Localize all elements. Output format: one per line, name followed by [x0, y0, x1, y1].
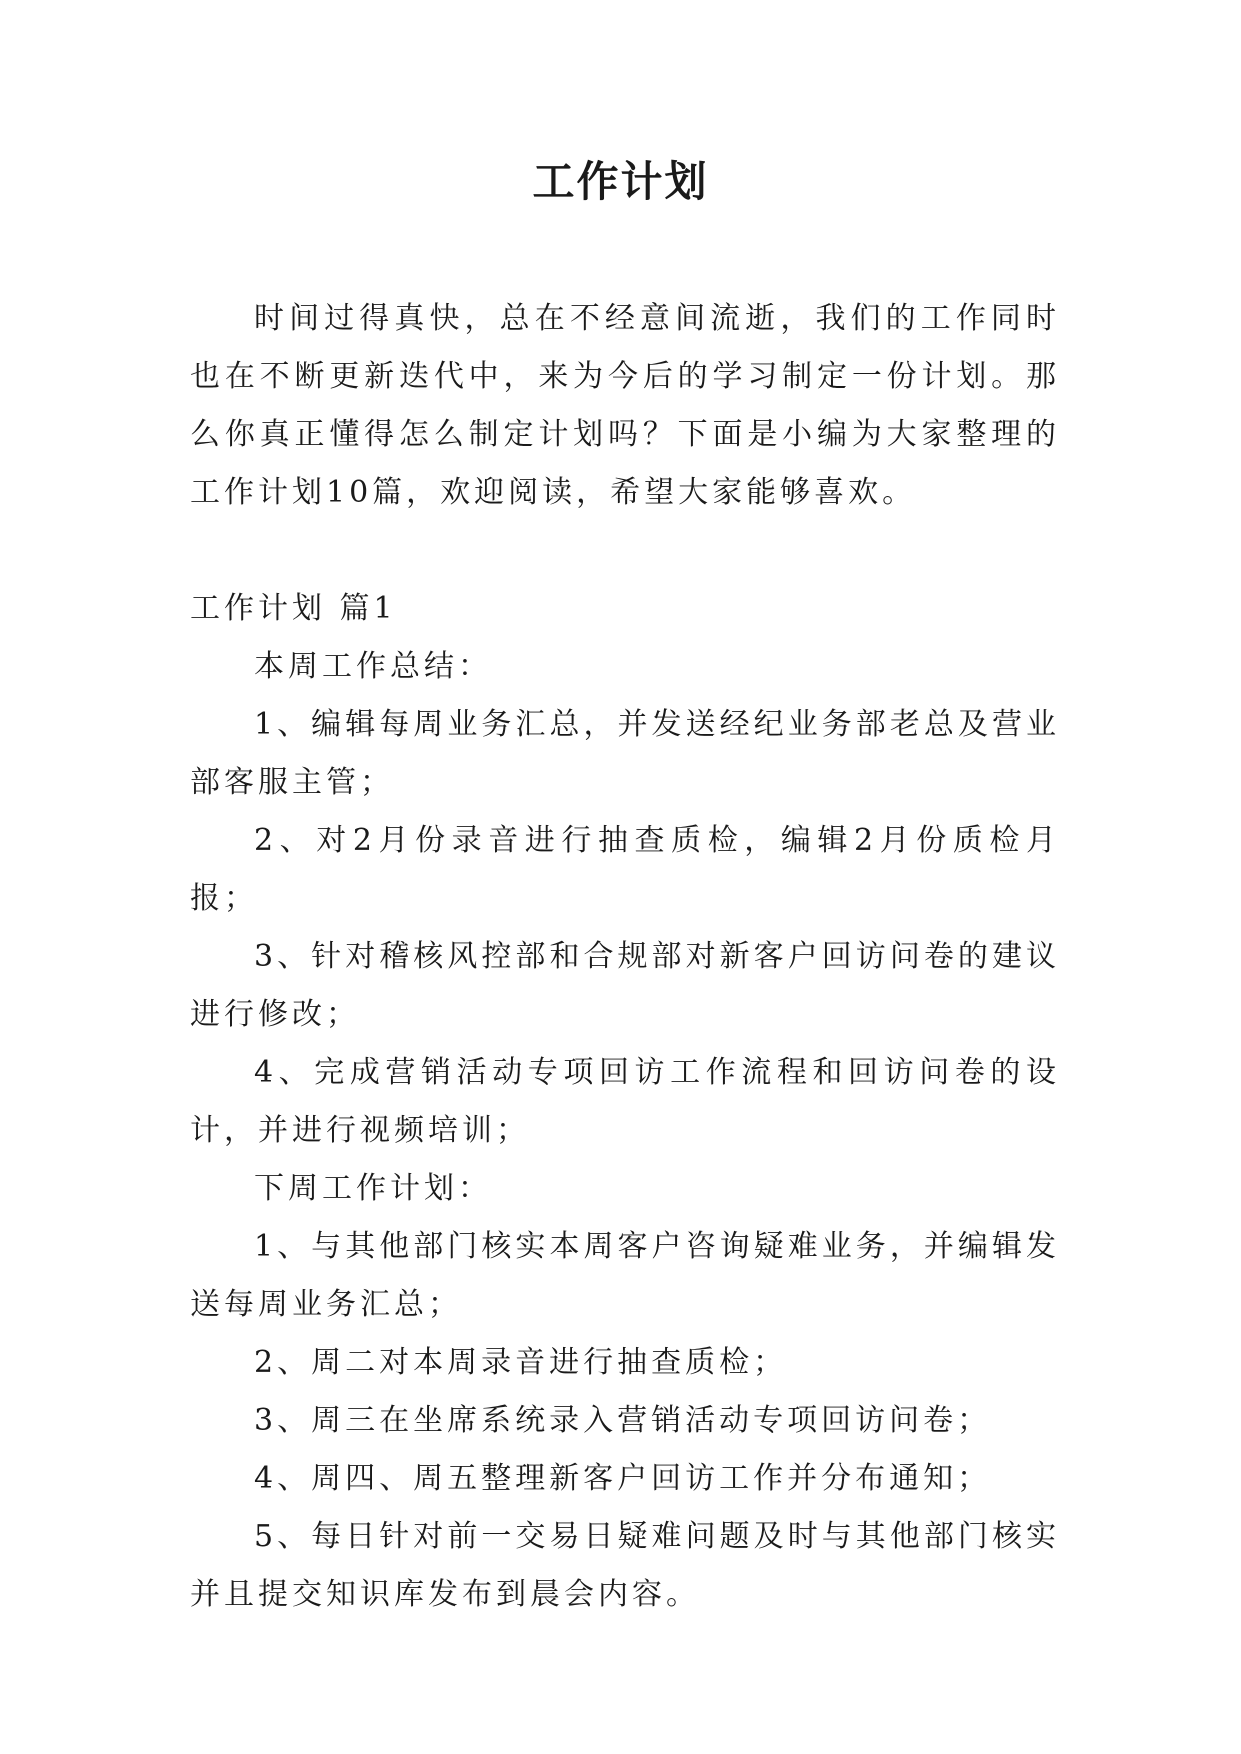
summary-item: 1、编辑每周业务汇总，并发送经纪业务部老总及营业部客服主管；	[190, 707, 1060, 800]
section-heading: 工作计划 篇1	[190, 591, 397, 626]
plan-item: 2、周二对本周录音进行抽查质检；	[254, 1345, 788, 1380]
summary-item: 4、完成营销活动专项回访工作流程和回访问卷的设计，并进行视频培训；	[190, 1055, 1060, 1148]
summary-item: 2、对2月份录音进行抽查质检，编辑2月份质检月报；	[190, 823, 1060, 916]
plan-item: 4、周四、周五整理新客户回访工作并分布通知；	[254, 1461, 992, 1496]
plan-heading: 下周工作计划：	[254, 1171, 492, 1206]
plan-item: 5、每日针对前一交易日疑难问题及时与其他部门核实并且提交知识库发布到晨会内容。	[190, 1519, 1060, 1612]
intro-paragraph: 时间过得真快，总在不经意间流逝，我们的工作同时也在不断更新迭代中，来为今后的学习制定一份计划。那么你真正懂得怎么制定计划吗？下面是小编为大家整理的工作计划10篇，欢迎阅读，希望大家能够喜欢。	[190, 301, 1060, 510]
document-body	[190, 290, 1060, 1624]
summary-heading: 本周工作总结：	[254, 649, 492, 684]
summary-item: 3、针对稽核风控部和合规部对新客户回访问卷的建议进行修改；	[190, 939, 1060, 1032]
plan-item: 1、与其他部门核实本周客户咨询疑难业务，并编辑发送每周业务汇总；	[190, 1229, 1060, 1322]
plan-item: 3、周三在坐席系统录入营销活动专项回访问卷；	[254, 1403, 992, 1438]
page-title: 工作计划	[532, 157, 709, 206]
